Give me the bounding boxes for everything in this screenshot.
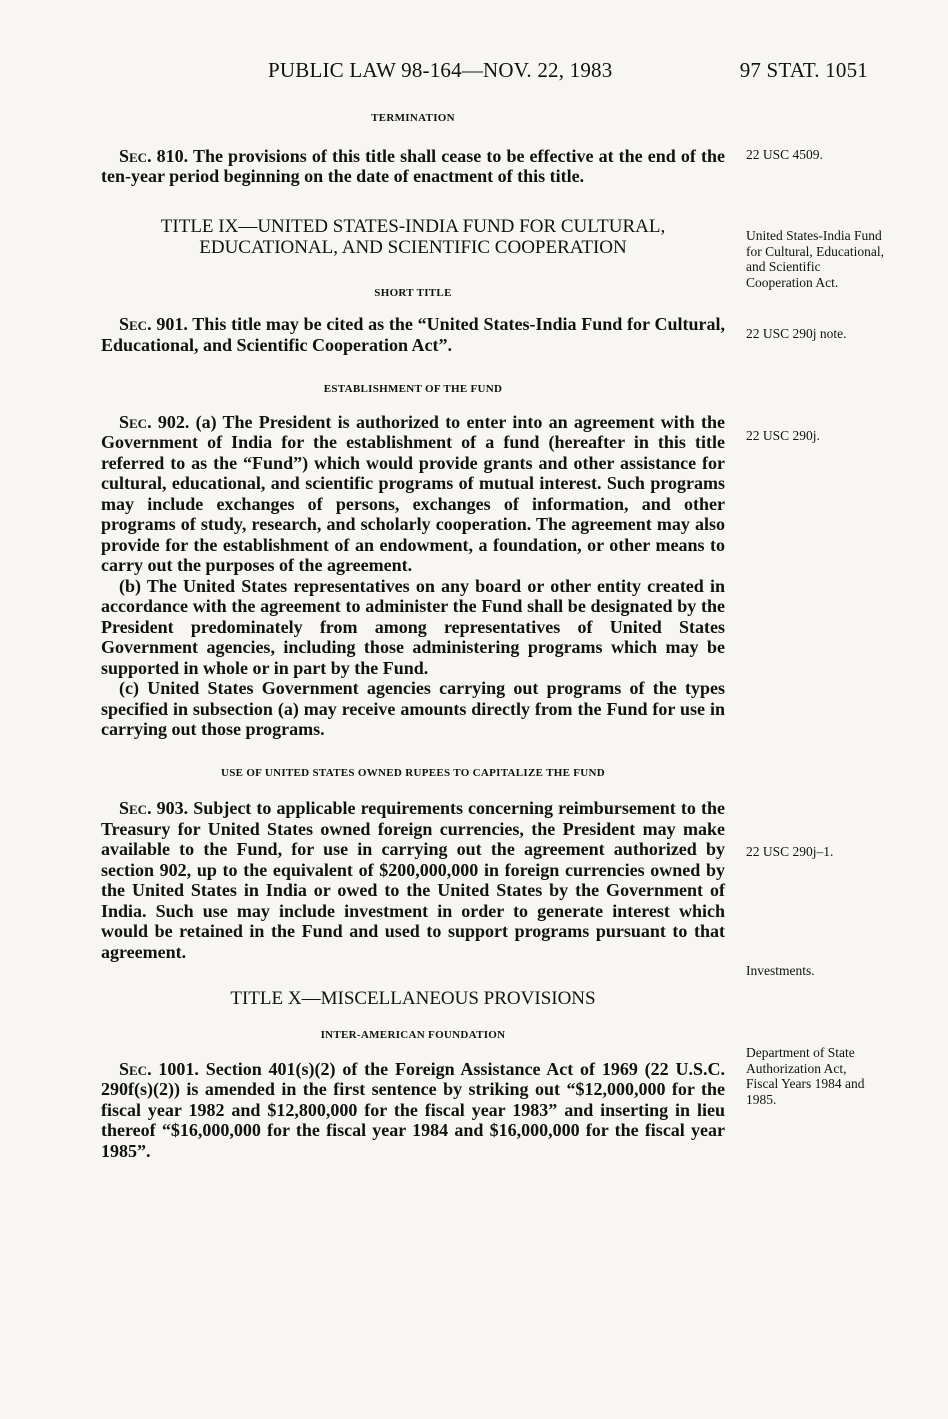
sec-text-1001: Section 401(s)(2) of the Foreign Assistance Act of 1969 (22 U.S.C. 290f(s)(2)) is amended in the first sentence by striking out “$12,000,000 for the fiscal year 1982 and $12,800,000 for the fiscal year 1983” and inserting in lieu thereof “$16,000,000 for the fiscal year 1984 and $16,000,000 for the fiscal year 1985”. xyxy=(101,1058,725,1161)
heading-rupees: USE OF UNITED STATES OWNED RUPEES TO CAPITALIZE THE FUND xyxy=(220,766,606,779)
section-1001 xyxy=(101,1059,725,1162)
sec-text-810: The provisions of this title shall cease to be effective at the end of the ten-year period beginning on the date of enactment of this title. xyxy=(101,145,725,186)
title-ix-line1: TITLE IX—UNITED STATES-INDIA FUND FOR CULTURAL, xyxy=(160,215,666,237)
sec-label-1001: Sec. 1001. xyxy=(119,1058,199,1079)
margin-note-establishment: 22 USC 290j. xyxy=(746,428,820,443)
running-head-stat-page: 97 STAT. 1051 xyxy=(739,58,868,82)
sec-text-903: Subject to applicable requirements concerning reimbursement to the Treasury for United States owned foreign currencies, the President may make available to the Fund, for use in carrying out the agreement authorized by section 902, up to the equivalent of $200,000,000 in foreign currencies owned by the United States in India or owed to the United States by the Government of India. Such use may include investment in order to generate interest which would be retained in the Fund and used to support programs pursuant to that agreement. xyxy=(101,798,725,962)
section-902-b: (b) The United States representatives on any board or other entity created in accordance with the agreement to administer the Fund shall be designated by the President predominately from among representatives of United States Government agencies, including those administering programs which may be supported in whole or in part by the Fund. xyxy=(101,575,725,678)
section-901 xyxy=(101,314,725,355)
margin-note-investments: Investments. xyxy=(746,963,815,978)
sec-text-901: This title may be cited as the “United States-India Fund for Cultural, Educational, and Scientific Cooperation Act”. xyxy=(101,314,725,355)
margin-note-rupees: 22 USC 290j–1. xyxy=(746,844,834,859)
margin-note-short-title: 22 USC 290j note. xyxy=(746,326,847,341)
heading-inter-american: INTER-AMERICAN FOUNDATION xyxy=(320,1029,506,1041)
section-903 xyxy=(101,798,725,962)
section-902-c: (c) United States Government agencies carrying out programs of the types specified in subsection (a) may receive amounts directly from the Fund for use in carrying out those programs. xyxy=(101,678,725,739)
sec-label-810: Sec. 810. xyxy=(119,145,189,166)
margin-note-title-ix: United States-India Fund for Cultural, Educational, and Scientific Cooperation Act. xyxy=(746,228,884,290)
sec-text-902-a: (a) The President is authorized to enter into an agreement with the Government of India for the establishment of a fund (hereafter in this title referred to as the “Fund”) which would provide grants and other assistance for cultural, educational, and scientific programs of mutual interest. Such programs may include exchanges of persons, exchanges of information, and other programs of study, research, and scholarly cooperation. The agreement may also provide for the establishment of an endowment, a foundation, or other means to carry out the purposes of the agreement. xyxy=(101,411,726,575)
section-902-a xyxy=(101,412,725,576)
heading-termination: TERMINATION xyxy=(371,112,455,124)
margin-note-title-x: Department of State Authorization Act, Fiscal Years 1984 and 1985. xyxy=(746,1045,865,1107)
section-810 xyxy=(101,146,725,187)
running-head-title: PUBLIC LAW 98-164—NOV. 22, 1983 xyxy=(268,58,613,82)
title-x-heading: TITLE X—MISCELLANEOUS PROVISIONS xyxy=(230,988,596,1009)
sec-label-901: Sec. 901. xyxy=(119,314,188,334)
heading-short-title: SHORT TITLE xyxy=(374,286,452,299)
margin-note-termination: 22 USC 4509. xyxy=(746,147,823,162)
body-column xyxy=(101,108,725,1161)
title-ix-line2: EDUCATIONAL, AND SCIENTIFIC COOPERATION xyxy=(199,236,627,258)
sec-label-902: Sec. 902. xyxy=(119,411,190,432)
heading-establishment: ESTABLISHMENT OF THE FUND xyxy=(323,383,503,395)
sec-label-903: Sec. 903. xyxy=(119,798,189,818)
